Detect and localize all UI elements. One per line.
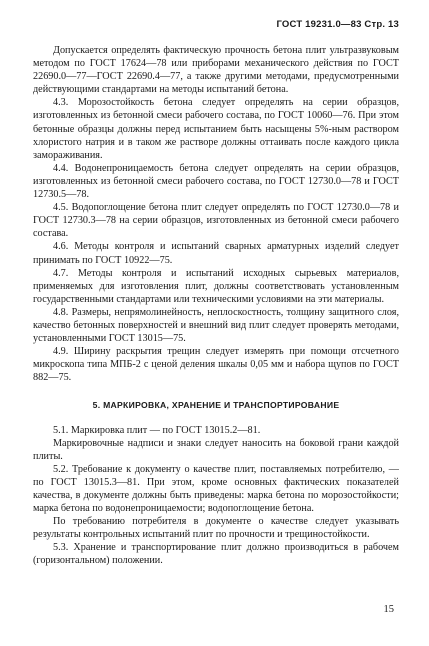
paragraph-marking: Маркировочные надписи и знаки следует наносить на боковой грани каждой плиты. bbox=[33, 437, 399, 462]
paragraph-4-9: 4.9. Ширину раскрытия трещин следует измерять при помощи отсчетного микроскопа типа МПБ-2 с ценой деления шкалы 0,05 мм и набора щупов по ГОСТ 882—75. bbox=[33, 346, 399, 384]
paragraph-5-3: 5.3. Хранение и транспортирование плит должно производиться в рабочем (горизонтальном) положении. bbox=[33, 542, 399, 567]
section-heading: 5. МАРКИРОВКА, ХРАНЕНИЕ И ТРАНСПОРТИРОВАНИЕ bbox=[92, 400, 340, 411]
paragraph-5-1: 5.1. Маркировка плит — по ГОСТ 13015.2—81. bbox=[53, 424, 261, 436]
paragraph-request: По требованию потребителя в документе о качестве следует указывать результаты контрольных испытаний плит по прочности и трещиностойкости. bbox=[33, 516, 399, 541]
paragraph-4-6: 4.6. Методы контроля и испытаний сварных арматурных изделий следует принимать по ГОСТ 10922—75. bbox=[33, 241, 399, 266]
page-number: 15 bbox=[383, 604, 394, 615]
paragraph-4-8: 4.8. Размеры, непрямолинейность, неплоскостность, толщину защитного слоя, качество бетонных поверхностей и внешний вид плит следует проверять методами, установленными ГОСТ 13015—75. bbox=[33, 306, 399, 345]
paragraph-5-2: 5.2. Требование к документу о качестве плит, поставляемых потребителю, — по ГОСТ 13015.3—81. При этом, кроме основных фактических показателей качества, в документе должны быть приведены: марка бетона по морозостойкости; марка бетона по водонепроницаемости; водопоглощение бетона. bbox=[33, 463, 399, 515]
paragraph-4-7: 4.7. Методы контроля и испытаний исходных сырьевых материалов, применяемых для изготовления плит, должны соответствовать установленным государственными стандартами или техническими условиями на эти материалы. bbox=[33, 267, 399, 305]
paragraph-4-4: 4.4. Водонепроницаемость бетона следует определять на серии образцов, изготовленных из бетонной смеси рабочего состава, по ГОСТ 12730.0—78 и ГОСТ 12730.5—78. bbox=[33, 162, 399, 201]
paragraph-4-3: 4.3. Морозостойкость бетона следует определять на серии образцов, изготовленных из бетонной смеси рабочего состава, по ГОСТ 10060—76. При этом бетонные образцы должны перед испытанием быть насыщены 5%-ным раствором хлористого натрия и в таком же растворе должны оттаивать после каждого цикла замораживания. bbox=[33, 97, 399, 161]
paragraph: Допускается определять фактическую прочность бетона плит ультразвуковым методом по ГОСТ 17624—78 или приборами механического действия по ГОСТ 22690.0—77—ГОСТ 22690.4—77, а также другими методами, предусмотренными действующими стандартами на методы испытаний бетона. bbox=[33, 45, 399, 96]
document-body bbox=[33, 44, 399, 568]
page-header: ГОСТ 19231.0—83 Стр. 13 bbox=[276, 19, 399, 30]
paragraph-4-5: 4.5. Водопоглощение бетона плит следует определять по ГОСТ 12730.0—78 и ГОСТ 12730.3—78 на серии образцов, изготовленных из бетонной смеси рабочего состава. bbox=[33, 202, 399, 240]
